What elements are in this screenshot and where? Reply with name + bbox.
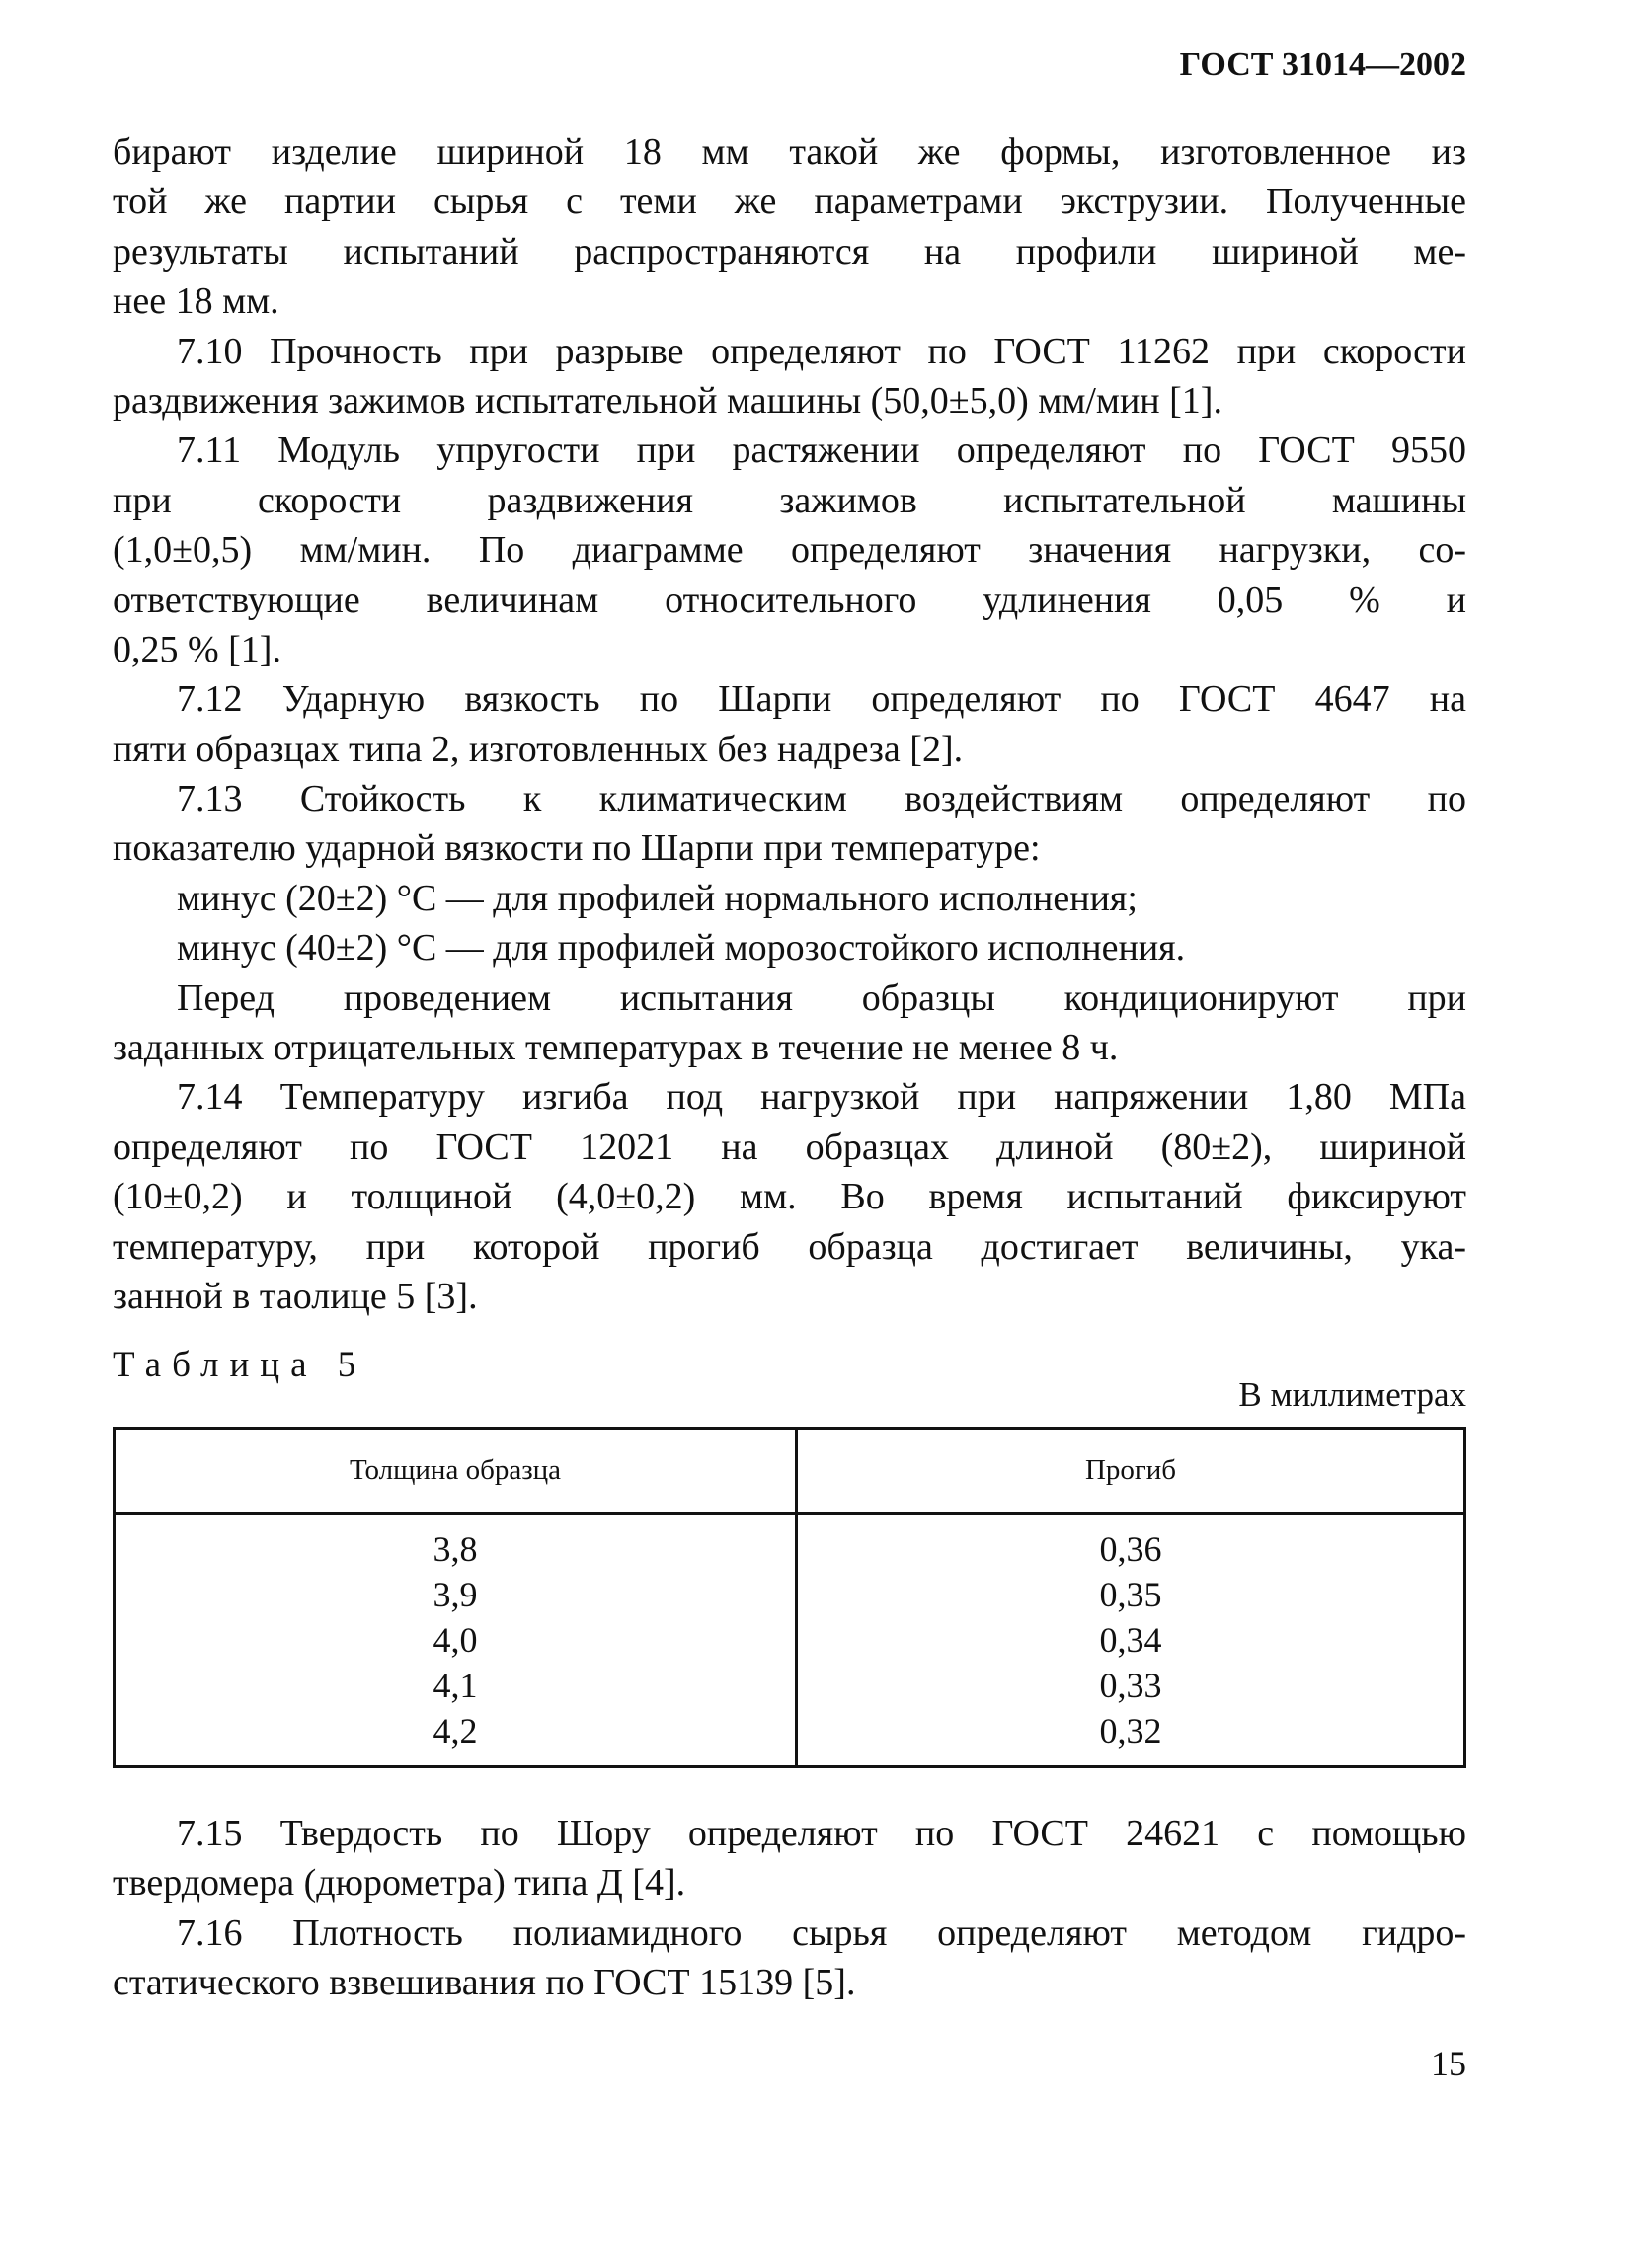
cell-deflection: 0,33 <box>1099 1666 1162 1705</box>
cell-deflection: 0,32 <box>1099 1711 1162 1751</box>
page-number: 15 <box>1431 2044 1466 2083</box>
text-line: минус (40±2) °С — для профилей морозостойкого исполнения. <box>177 927 1186 970</box>
text-line: той же партии сырья с теми же параметрами экструзии. Полученные <box>113 181 1466 223</box>
text-line: твердомера (дюрометра) типа Д [4]. <box>113 1862 686 1905</box>
text-line: (10±0,2) и толщиной (4,0±0,2) мм. Во время испытаний фиксируют <box>113 1176 1466 1218</box>
paragraph <box>113 973 1466 1073</box>
table-row <box>115 1514 1465 1573</box>
paragraph <box>113 1908 1466 2008</box>
text-line: 7.10 Прочность при разрыве определяют по ГОСТ 11262 при скорости <box>177 330 1466 372</box>
cell-thickness: 4,1 <box>115 1663 797 1708</box>
paragraph <box>113 774 1466 874</box>
text-line: 7.15 Твердость по Шору определяют по ГОСТ 24621 с помощью <box>177 1813 1466 1854</box>
column-header-thickness: Толщина образца <box>115 1429 797 1514</box>
paragraph <box>113 874 1466 923</box>
table-row <box>115 1617 1465 1663</box>
cell-thickness: 4,0 <box>115 1617 797 1663</box>
text-line: 7.13 Стойкость к климатическим воздействиям определяют по <box>177 778 1466 820</box>
document-header-id: ГОСТ 31014—2002 <box>1179 46 1466 83</box>
text-line: занной в таолице 5 [3]. <box>113 1275 478 1317</box>
table-row <box>115 1572 1465 1617</box>
body-text-top <box>113 127 1466 1321</box>
text-line: пяти образцах типа 2, изготовленных без надреза [2]. <box>113 728 964 770</box>
cell-thickness: 3,9 <box>115 1572 797 1617</box>
paragraph <box>113 1809 1466 1908</box>
cell-thickness: 4,2 <box>115 1708 797 1767</box>
text-line: заданных отрицательных температурах в течение не менее 8 ч. <box>113 1027 1119 1069</box>
text-line: минус (20±2) °С — для профилей нормального исполнения; <box>177 877 1138 919</box>
text-line: 7.11 Модуль упругости при растяжении определяют по ГОСТ 9550 <box>177 429 1466 472</box>
text-line: 7.14 Температуру изгиба под нагрузкой при напряжении 1,80 МПа <box>177 1076 1466 1119</box>
table-header-row <box>115 1429 1465 1514</box>
table-caption: Таблица 5 <box>113 1345 367 1385</box>
cell-deflection: 0,35 <box>1099 1575 1162 1614</box>
paragraph <box>113 674 1466 774</box>
cell-deflection: 0,34 <box>1099 1620 1162 1660</box>
text-line: результаты испытаний распространяются на профили шириной ме- <box>113 230 1466 273</box>
text-line: нее 18 мм. <box>113 280 279 323</box>
cell-thickness: 3,8 <box>115 1514 797 1573</box>
body-text-bottom <box>113 1809 1466 2008</box>
table-5 <box>113 1427 1466 1768</box>
table-row <box>115 1708 1465 1767</box>
text-line: (1,0±0,5) мм/мин. По диаграмме определяют значения нагрузки, со- <box>113 529 1466 572</box>
text-line: раздвижения зажимов испытательной машины (50,0±5,0) мм/мин [1]. <box>113 379 1222 422</box>
text-line: Перед проведением испытания образцы кондиционируют при <box>177 976 1466 1019</box>
text-line: 7.16 Плотность полиамидного сырья определяют методом гидро- <box>177 1911 1466 1954</box>
text-line: при скорости раздвижения зажимов испытательной машины <box>113 479 1466 521</box>
text-line: 0,25 % [1]. <box>113 628 281 670</box>
text-line: бирают изделие шириной 18 мм такой же формы, изготовленное из <box>113 131 1466 173</box>
text-line: 7.12 Ударную вязкость по Шарпи определяют по ГОСТ 4647 на <box>177 678 1466 721</box>
paragraph <box>113 1072 1466 1321</box>
text-line: показателю ударной вязкости по Шарпи при температуре: <box>113 827 1041 870</box>
table-row <box>115 1663 1465 1708</box>
paragraph <box>113 327 1466 427</box>
text-line: определяют по ГОСТ 12021 на образцах длиной (80±2), шириной <box>113 1126 1466 1168</box>
table-units: В миллиметрах <box>1238 1375 1466 1414</box>
text-line: ответствующие величинам относительного удлинения 0,05 % и <box>113 579 1466 621</box>
column-header-deflection: Прогиб <box>797 1429 1465 1514</box>
paragraph <box>113 426 1466 674</box>
text-line: температуру, при которой прогиб образца достигает величины, ука- <box>113 1225 1466 1268</box>
paragraph <box>113 923 1466 973</box>
text-line: статического взвешивания по ГОСТ 15139 [5]. <box>113 1962 856 2004</box>
paragraph <box>113 127 1466 327</box>
cell-deflection: 0,36 <box>1099 1529 1162 1569</box>
